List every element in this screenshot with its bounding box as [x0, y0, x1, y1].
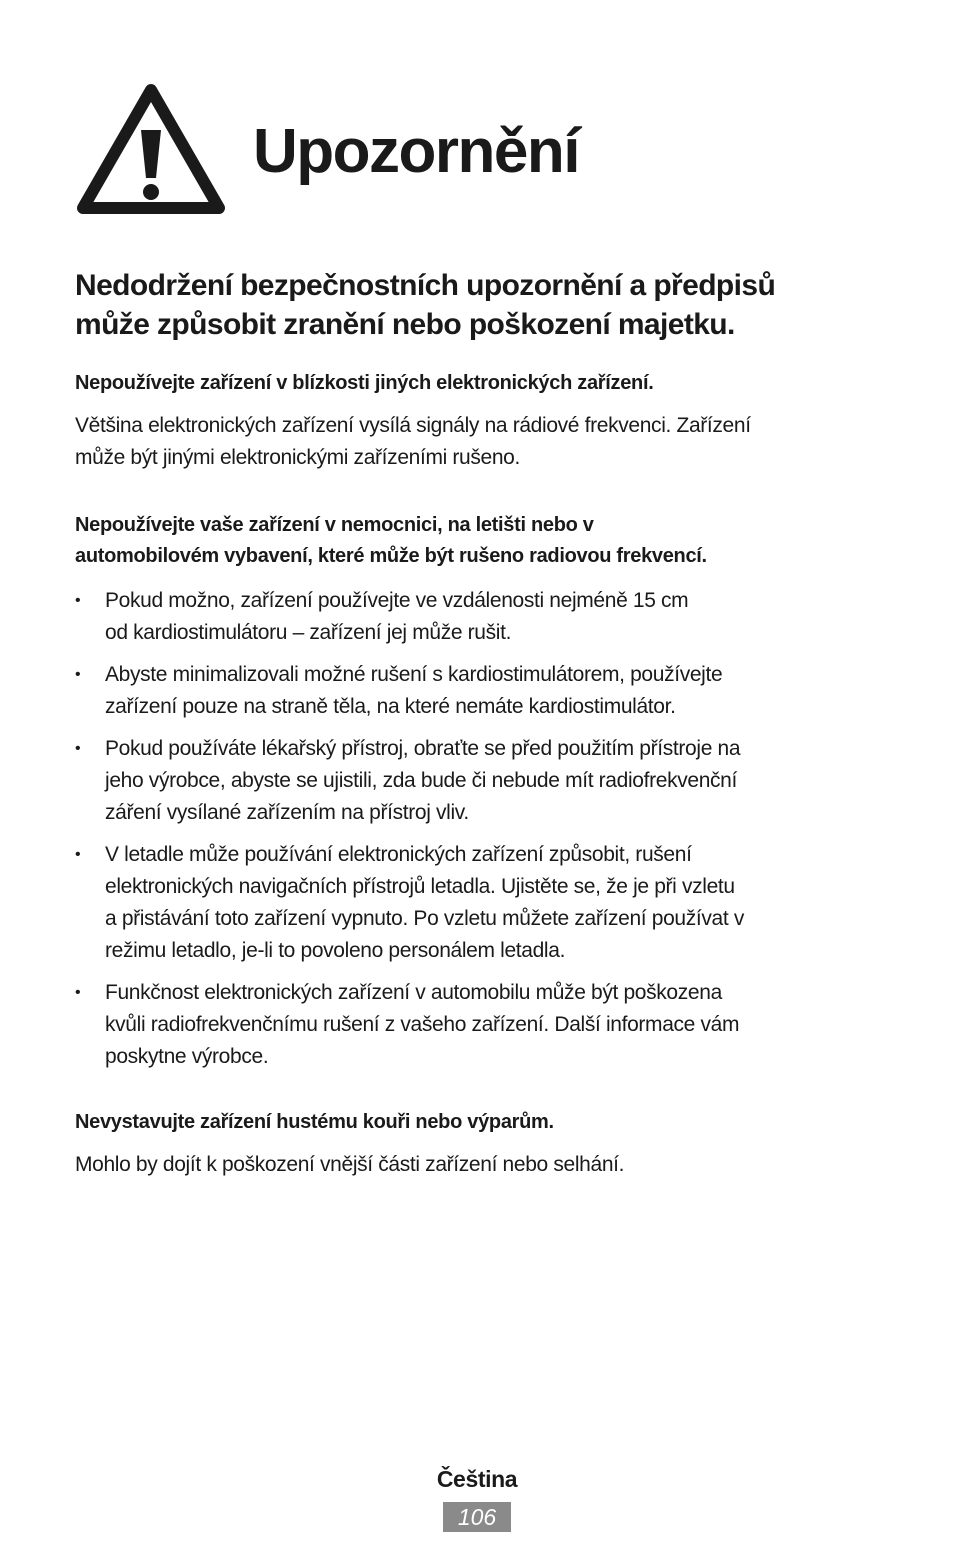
text-line: V letadle může používání elektronických zařízení způsobit, rušení — [105, 843, 692, 866]
section-text — [75, 1149, 865, 1181]
list-item — [75, 659, 865, 723]
section-text — [75, 410, 865, 474]
warning-triangle-icon — [75, 80, 227, 218]
content — [75, 368, 865, 1181]
text-line: Většina elektronických zařízení vysílá signály na rádiové frekvenci. Zařízení — [75, 414, 751, 437]
bullet-icon: • — [75, 666, 81, 683]
section-hospital-airport — [75, 510, 865, 1073]
bullet-icon: • — [75, 592, 81, 609]
heading-line: Nepoužívejte vaše zařízení v nemocnici, na letišti nebo v — [75, 514, 594, 536]
section-smoke-fumes — [75, 1107, 865, 1181]
text-line: Pokud možno, zařízení používejte ve vzdálenosti nejméně 15 cm — [105, 589, 689, 612]
list-item — [75, 733, 865, 829]
subtitle-line: může způsobit zranění nebo poškození majetku. — [75, 308, 735, 341]
list-item — [75, 977, 865, 1073]
page-footer — [0, 1462, 954, 1532]
text-line: zařízení pouze na straně těla, na které nemáte kardiostimulátor. — [105, 695, 676, 718]
page-header — [75, 80, 875, 220]
text-line: poskytne výrobce. — [105, 1045, 269, 1068]
text-line: může být jinými elektronickými zařízeními rušeno. — [75, 446, 520, 469]
page-number: 106 — [443, 1502, 511, 1532]
section-heading — [75, 510, 865, 572]
text-line: Abyste minimalizovali možné rušení s kardiostimulátorem, používejte — [105, 663, 723, 686]
text-line: Pokud používáte lékařský přístroj, obraťte se před použitím přístroje na — [105, 737, 741, 760]
text-line: Mohlo by dojít k poškození vnější části zařízení nebo selhání. — [75, 1153, 625, 1176]
list-item — [75, 839, 865, 967]
text-line: režimu letadlo, je-li to povoleno personálem letadla. — [105, 939, 566, 962]
section-heading: Nevystavujte zařízení hustému kouři nebo výparům. — [75, 1111, 554, 1133]
language-label: Čeština — [436, 1466, 518, 1492]
text-line: kvůli radiofrekvenčnímu rušení z vašeho zařízení. Další informace vám — [105, 1013, 740, 1036]
section-heading: Nepoužívejte zařízení v blízkosti jiných elektronických zařízení. — [75, 372, 654, 394]
text-line: elektronických navigačních přístrojů letadla. Ujistěte se, že je při vzletu — [105, 875, 735, 898]
text-line: jeho výrobce, abyste se ujistili, zda bude či nebude mít radiofrekvenční — [105, 769, 737, 792]
bullet-icon: • — [75, 740, 81, 757]
list-item — [75, 585, 865, 649]
bullet-list — [75, 585, 865, 1073]
warning-subtitle — [75, 266, 875, 344]
text-line: záření vysílané zařízením na přístroj vliv. — [105, 801, 469, 824]
manual-page — [75, 0, 875, 1566]
subtitle-line: Nedodržení bezpečnostních upozornění a předpisů — [75, 269, 776, 302]
page-title: Upozornění — [253, 117, 579, 186]
bullet-icon: • — [75, 846, 81, 863]
text-line: Funkčnost elektronických zařízení v automobilu může být poškozena — [105, 981, 722, 1004]
bullet-icon: • — [75, 984, 81, 1001]
heading-line: automobilovém vybavení, které může být rušeno radiovou frekvencí. — [75, 545, 707, 567]
section-electronic-devices — [75, 368, 865, 474]
text-line: a přistávání toto zařízení vypnuto. Po vzletu můžete zařízení používat v — [105, 907, 744, 930]
text-line: od kardiostimulátoru – zařízení jej může rušit. — [105, 621, 512, 644]
